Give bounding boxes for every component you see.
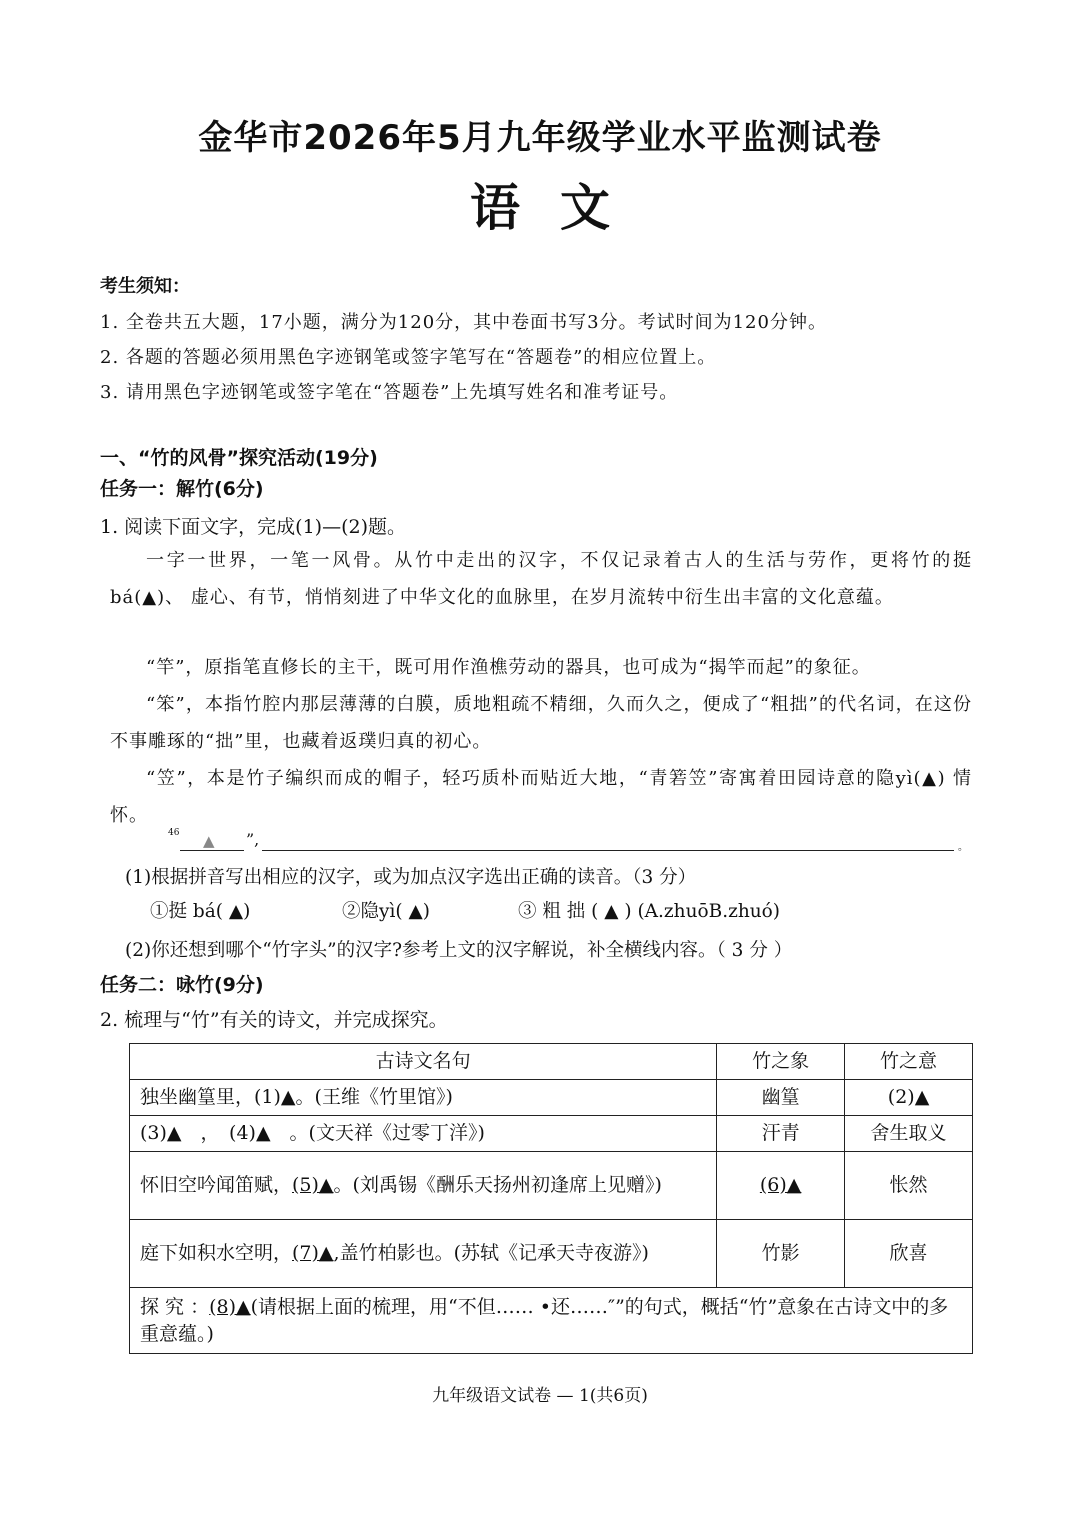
blank-line-long — [262, 850, 954, 851]
verse-text: ,盖竹柏影也。(苏轼《记承天寺夜游》) — [333, 1242, 649, 1264]
sub-question-1: (1)根据拼音写出相应的汉字，或为加点汉字选出正确的读音。（3 分） — [125, 867, 697, 888]
explore-row — [130, 1288, 973, 1354]
answer-option-1: ①挺 bá( ▲) — [150, 901, 251, 922]
table-row — [130, 1220, 973, 1288]
reading-paragraph: “竿”，原指笔直修长的主干，既可用作渔樵劳动的器具，也可成为“揭竿而起”的象征。 — [146, 657, 871, 678]
verse-cell — [130, 1152, 717, 1220]
notice-heading: 考生须知： — [100, 276, 190, 297]
verse-cell: 独坐幽篁里，(1)▲。(王维《竹里馆》) — [130, 1080, 717, 1116]
verse-cell: (3)▲ ， (4)▲ 。(文天祥《过零丁洋》) — [130, 1116, 717, 1152]
table-header: 竹之象 — [717, 1044, 845, 1080]
explore-label: 探 究 ： — [140, 1295, 210, 1318]
meaning-cell: (2)▲ — [845, 1080, 973, 1116]
image-cell: 竹影 — [717, 1220, 845, 1288]
table-row — [130, 1152, 973, 1220]
small-mark: 46 — [168, 828, 180, 838]
table-header: 古诗文名句 — [130, 1044, 717, 1080]
answer-option-2: ②隐yì( ▲) — [342, 901, 430, 922]
notice-item: 2. 各题的答题必须用黑色字迹钢笔或签字笔写在“答题卷”的相应位置上。 — [100, 347, 717, 368]
image-cell: 汗青 — [717, 1116, 845, 1152]
exam-title: 金华市2026年5月九年级学业水平监测试卷 — [198, 118, 882, 158]
table-row — [130, 1116, 973, 1152]
reading-paragraph: 一字一世界，一笔一风骨。从竹中走出的汉字，不仅记录着古人的生活与劳作，更将竹的挺 bá(▲)、 虚心、有节，悄悄刻进了中华文化的血脉里，在岁月流转中衍生出丰富的文化意蕴。 — [110, 550, 972, 608]
image-cell: 幽篁 — [717, 1080, 845, 1116]
notice-item: 1. 全卷共五大题，17小题，满分为120分，其中卷面书写3分。考试时间为120分钟。 — [100, 312, 827, 333]
explore-text: (请根据上面的梳理，用“不但…… •还……″”的句式，概括“竹”意象在古诗文中的多重意蕴。) — [140, 1295, 949, 1345]
question-2: 2. 梳理与“竹”有关的诗文，并完成探究。 — [100, 1009, 448, 1031]
verse-text: 。(刘禹锡《酬乐天扬州初逢席上见赠》) — [333, 1174, 662, 1196]
answer-option-3: ③ 粗 拙 ( ▲ ) (A.zhuōB.zhuó) — [518, 901, 781, 922]
answer-blank: (8)▲ — [209, 1295, 251, 1318]
section-heading: 一、“竹的风骨”探究活动(19分) — [100, 447, 378, 469]
table-header-row — [130, 1044, 973, 1080]
page-footer: 九年级语文试卷 — 1(共6页) — [432, 1386, 648, 1406]
table-header: 竹之意 — [845, 1044, 973, 1080]
reading-paragraph: “笨”，本指竹腔内那层薄薄的白膜，质地粗疏不精细，久而久之，便成了“粗拙”的代名词，在这份不事雕琢的“拙”里，也藏着返璞归真的初心。 — [110, 694, 972, 752]
poem-table — [129, 1043, 973, 1354]
answer-blank: (5)▲ — [292, 1174, 334, 1196]
reading-paragraph: “笠”，本是竹子编织而成的帽子，轻巧质朴而贴近大地，“青箬笠”寄寓着田园诗意的隐yì(▲) 情怀。 — [110, 768, 972, 826]
notice-item: 3. 请用黑色字迹钢笔或签字笔在“答题卷”上先填写姓名和准考证号。 — [100, 382, 679, 403]
question-1: 1. 阅读下面文字，完成(1)—(2)题。 — [100, 516, 406, 538]
verse-cell — [130, 1220, 717, 1288]
task2-heading: 任务二：咏竹(9分) — [100, 974, 264, 996]
meaning-cell: 舍生取义 — [845, 1116, 973, 1152]
answer-blank: (7)▲ — [292, 1242, 334, 1264]
verse-text: 怀旧空吟闻笛赋， — [140, 1174, 293, 1196]
meaning-cell: 怅然 — [845, 1152, 973, 1220]
image-cell: (6)▲ — [717, 1152, 845, 1220]
explore-cell — [130, 1288, 973, 1354]
blank-period: 。 — [958, 842, 968, 853]
blank-line-short — [180, 850, 244, 851]
meaning-cell: 欣喜 — [845, 1220, 973, 1288]
task1-heading: 任务一：解竹(6分) — [100, 478, 264, 500]
subject-title: 语文 — [470, 179, 650, 237]
table-row — [130, 1080, 973, 1116]
sub-question-2: (2)你还想到哪个“竹字头”的汉字?参考上文的汉字解说，补全横线内容。（ 3 分 ） — [125, 940, 793, 961]
blank-triangle: ▲ — [203, 832, 215, 850]
verse-text: 庭下如积水空明， — [140, 1242, 293, 1264]
blank-quote: ”, — [246, 830, 260, 849]
